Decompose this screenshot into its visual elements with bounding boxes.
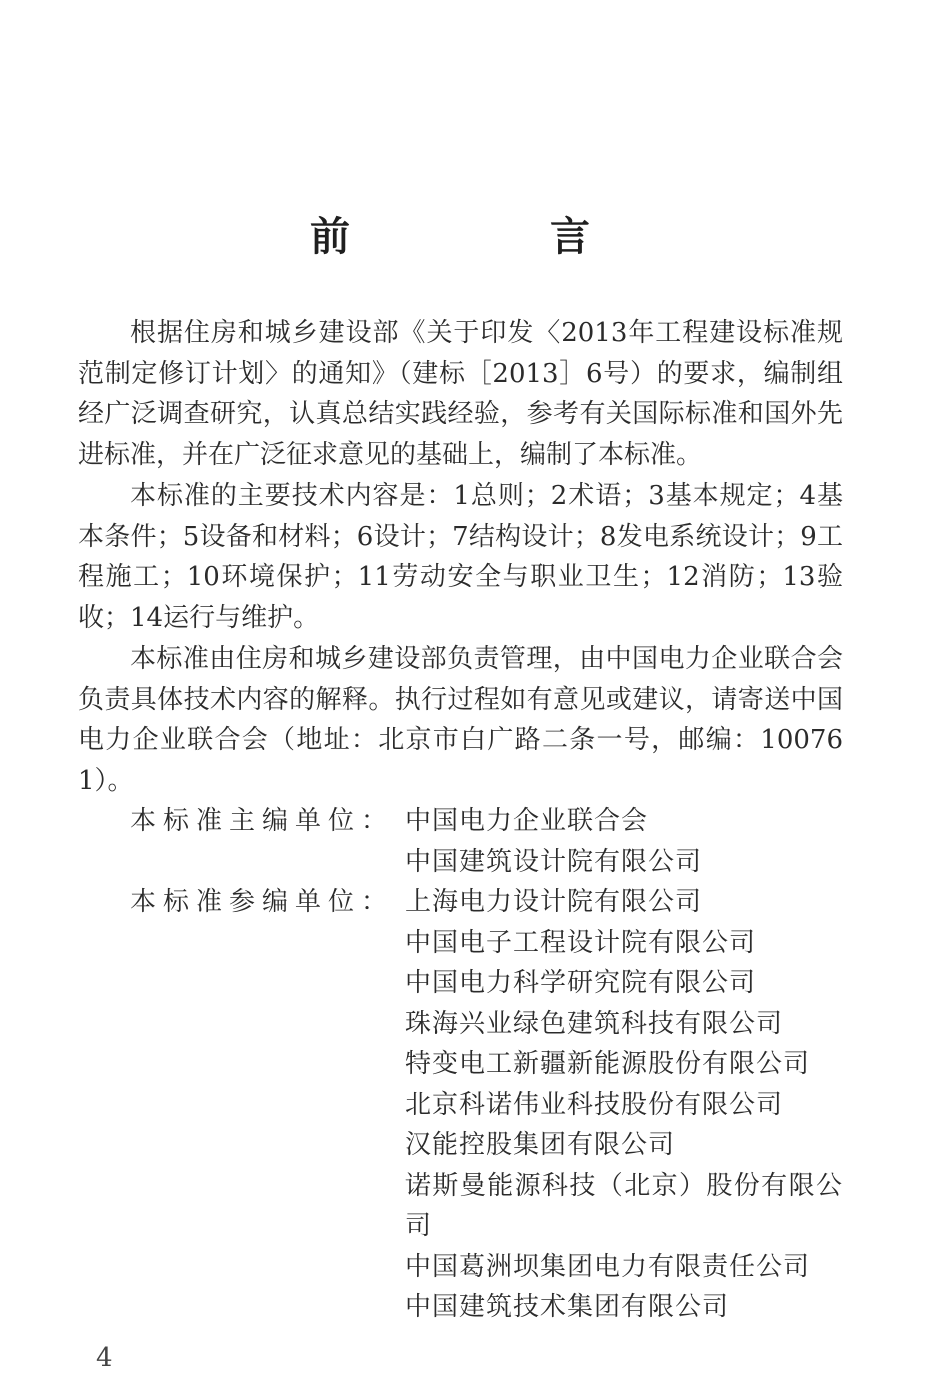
chief-editor-row [78, 842, 843, 883]
participating-unit: 诺斯曼能源科技（北京）股份有限公司 [405, 1170, 843, 1241]
participating-unit: 汉能控股集团有限公司 [405, 1130, 676, 1160]
participating-row [78, 1287, 843, 1328]
editing-units [78, 801, 843, 1328]
page-title: 前 言 [310, 213, 670, 260]
participating-unit: 上海电力设计院有限公司 [405, 887, 703, 917]
page-number: 4 [96, 1343, 113, 1373]
chief-editor-unit: 中国电力企业联合会 [405, 806, 649, 836]
participating-unit: 中国建筑技术集团有限公司 [405, 1292, 730, 1322]
participating-row [78, 923, 843, 964]
participating-row [78, 1166, 843, 1247]
participating-row [78, 1247, 843, 1288]
participating-unit: 中国电力科学研究院有限公司 [405, 968, 757, 998]
chief-editor-row [78, 801, 843, 842]
participating-row [78, 1004, 843, 1045]
paragraph-management: 本标准由住房和城乡建设部负责管理，由中国电力企业联合会负责具体技术内容的解释。执行过程如有意见或建议，请寄送中国电力企业联合会（地址：北京市白广路二条一号，邮编：100761）。 [78, 644, 843, 796]
participating-unit: 中国电子工程设计院有限公司 [405, 927, 757, 958]
chief-editor-label: 本标准主编单位： [130, 806, 395, 836]
participating-row [78, 1044, 843, 1085]
participating-unit: 北京科诺伟业科技股份有限公司 [405, 1089, 784, 1120]
participating-unit: 特变电工新疆新能源股份有限公司 [405, 1049, 811, 1079]
chief-editor-unit: 中国建筑设计院有限公司 [405, 846, 703, 877]
participating-row [78, 1085, 843, 1126]
participating-row [78, 1125, 843, 1166]
paragraph-basis: 根据住房和城乡建设部《关于印发〈2013年工程建设标准规范制定修订计划〉的通知》（建标［2013］6号）的要求，编制组经广泛调查研究，认真总结实践经验，参考有关国际标准和国外先进标准，并在广泛征求意见的基础上，编制了本标准。 [78, 318, 843, 470]
participating-unit: 珠海兴业绿色建筑科技有限公司 [405, 1008, 784, 1039]
participating-row [78, 882, 843, 923]
paragraph-technical-content: 本标准的主要技术内容是：1总则；2术语；3基本规定；4基本条件；5设备和材料；6设计；7结构设计；8发电系统设计；9工程施工；10环境保护；11劳动安全与职业卫生；12消防；13验收；14运行与维护。 [78, 481, 843, 633]
participating-unit: 中国葛洲坝集团电力有限责任公司 [405, 1251, 811, 1282]
participating-label: 本标准参编单位： [130, 887, 395, 917]
participating-row [78, 963, 843, 1004]
